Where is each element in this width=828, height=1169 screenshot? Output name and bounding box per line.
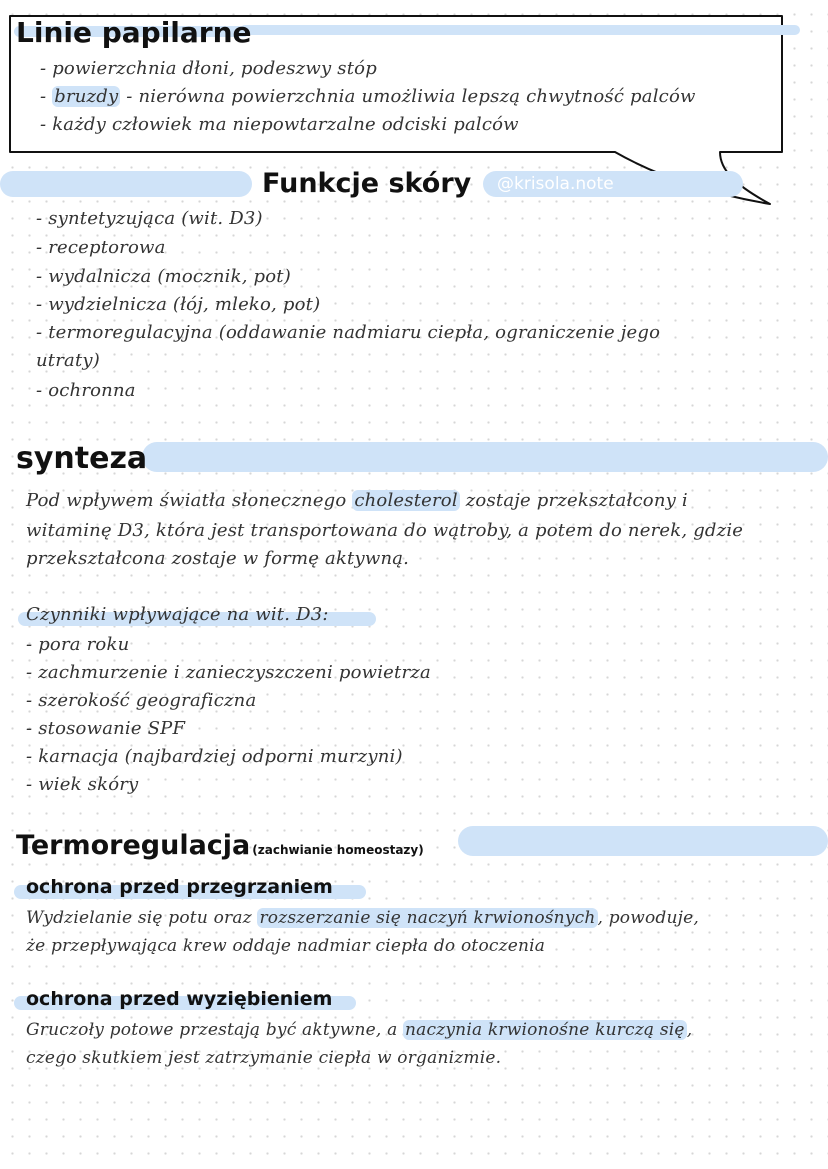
list-item: - szerokość geograficzna (26, 690, 257, 711)
subheading: Czynniki wpływające na wit. D3: (26, 604, 329, 625)
section-subtitle: (zachwianie homeostazy) (252, 843, 424, 857)
section-title-linie: Linie papilarne (16, 16, 252, 49)
list-item: - wydalnicza (mocznik, pot) (36, 266, 291, 287)
list-item: - stosowanie SPF (26, 718, 186, 739)
list-item: - pora roku (26, 634, 130, 655)
paragraph-line: witaminę D3, która jest transportowana do wątroby, a potem do nerek, gdzie (26, 520, 744, 541)
list-item: - wiek skóry (26, 774, 139, 795)
list-item: - karnacja (najbardziej odporni murzyni) (26, 746, 403, 767)
highlighted-term: bruzdy (54, 86, 119, 107)
list-item: - wydzielnicza (łój, mleko, pot) (36, 294, 321, 315)
watermark: @krisola.note (497, 174, 614, 194)
list-item: - ochronna (36, 380, 136, 401)
list-item: - powierzchnia dłoni, podeszwy stóp (40, 58, 377, 79)
paragraph-line: że przepływająca krew oddaje nadmiar ciepła do otoczenia (26, 936, 546, 956)
decorative-bar (240, 25, 800, 35)
paragraph-line: czego skutkiem jest zatrzymanie ciepła w organizmie. (26, 1048, 502, 1068)
decorative-bar (0, 171, 252, 197)
section-title-termo: Termoregulacja (zachwianie homeostazy) (16, 830, 424, 861)
list-item: - każdy człowiek ma niepowtarzalne odciski palców (40, 114, 519, 135)
list-item: - bruzdy - nierówna powierzchnia umożliwia lepszą chwytność palców (40, 86, 696, 107)
subheading: ochrona przed wyziębieniem (26, 988, 333, 1010)
paragraph-line: Gruczoły potowe przestają być aktywne, a naczynia krwionośne kurczą się , (26, 1020, 693, 1040)
section-title-synteza: synteza (16, 441, 148, 476)
section-title-funkcje: Funkcje skóry (262, 168, 472, 199)
paragraph-line: Wydzielanie się potu oraz rozszerzanie się naczyń krwionośnych , powoduje, (26, 908, 699, 928)
list-item: - receptorowa (36, 237, 166, 258)
decorative-bar (458, 826, 828, 856)
paragraph-line: przekształcona zostaje w formę aktywną. (26, 548, 410, 569)
highlighted-term: naczynia krwionośne kurczą się (405, 1020, 685, 1040)
decorative-bar (142, 442, 828, 472)
list-item: - termoregulacyjna (oddawanie nadmiaru ciepła, ograniczenie jego (36, 322, 661, 343)
subheading: ochrona przed przegrzaniem (26, 876, 333, 898)
paragraph-line: Pod wpływem światła słonecznego cholesterol zostaje przekształcony i (26, 490, 688, 511)
list-item: utraty) (36, 350, 100, 371)
list-item: - syntetyzująca (wit. D3) (36, 208, 263, 229)
highlighted-term: cholesterol (354, 490, 458, 511)
list-item: - zachmurzenie i zanieczyszczeni powietrza (26, 662, 431, 683)
highlighted-term: rozszerzanie się naczyń krwionośnych (259, 908, 596, 928)
